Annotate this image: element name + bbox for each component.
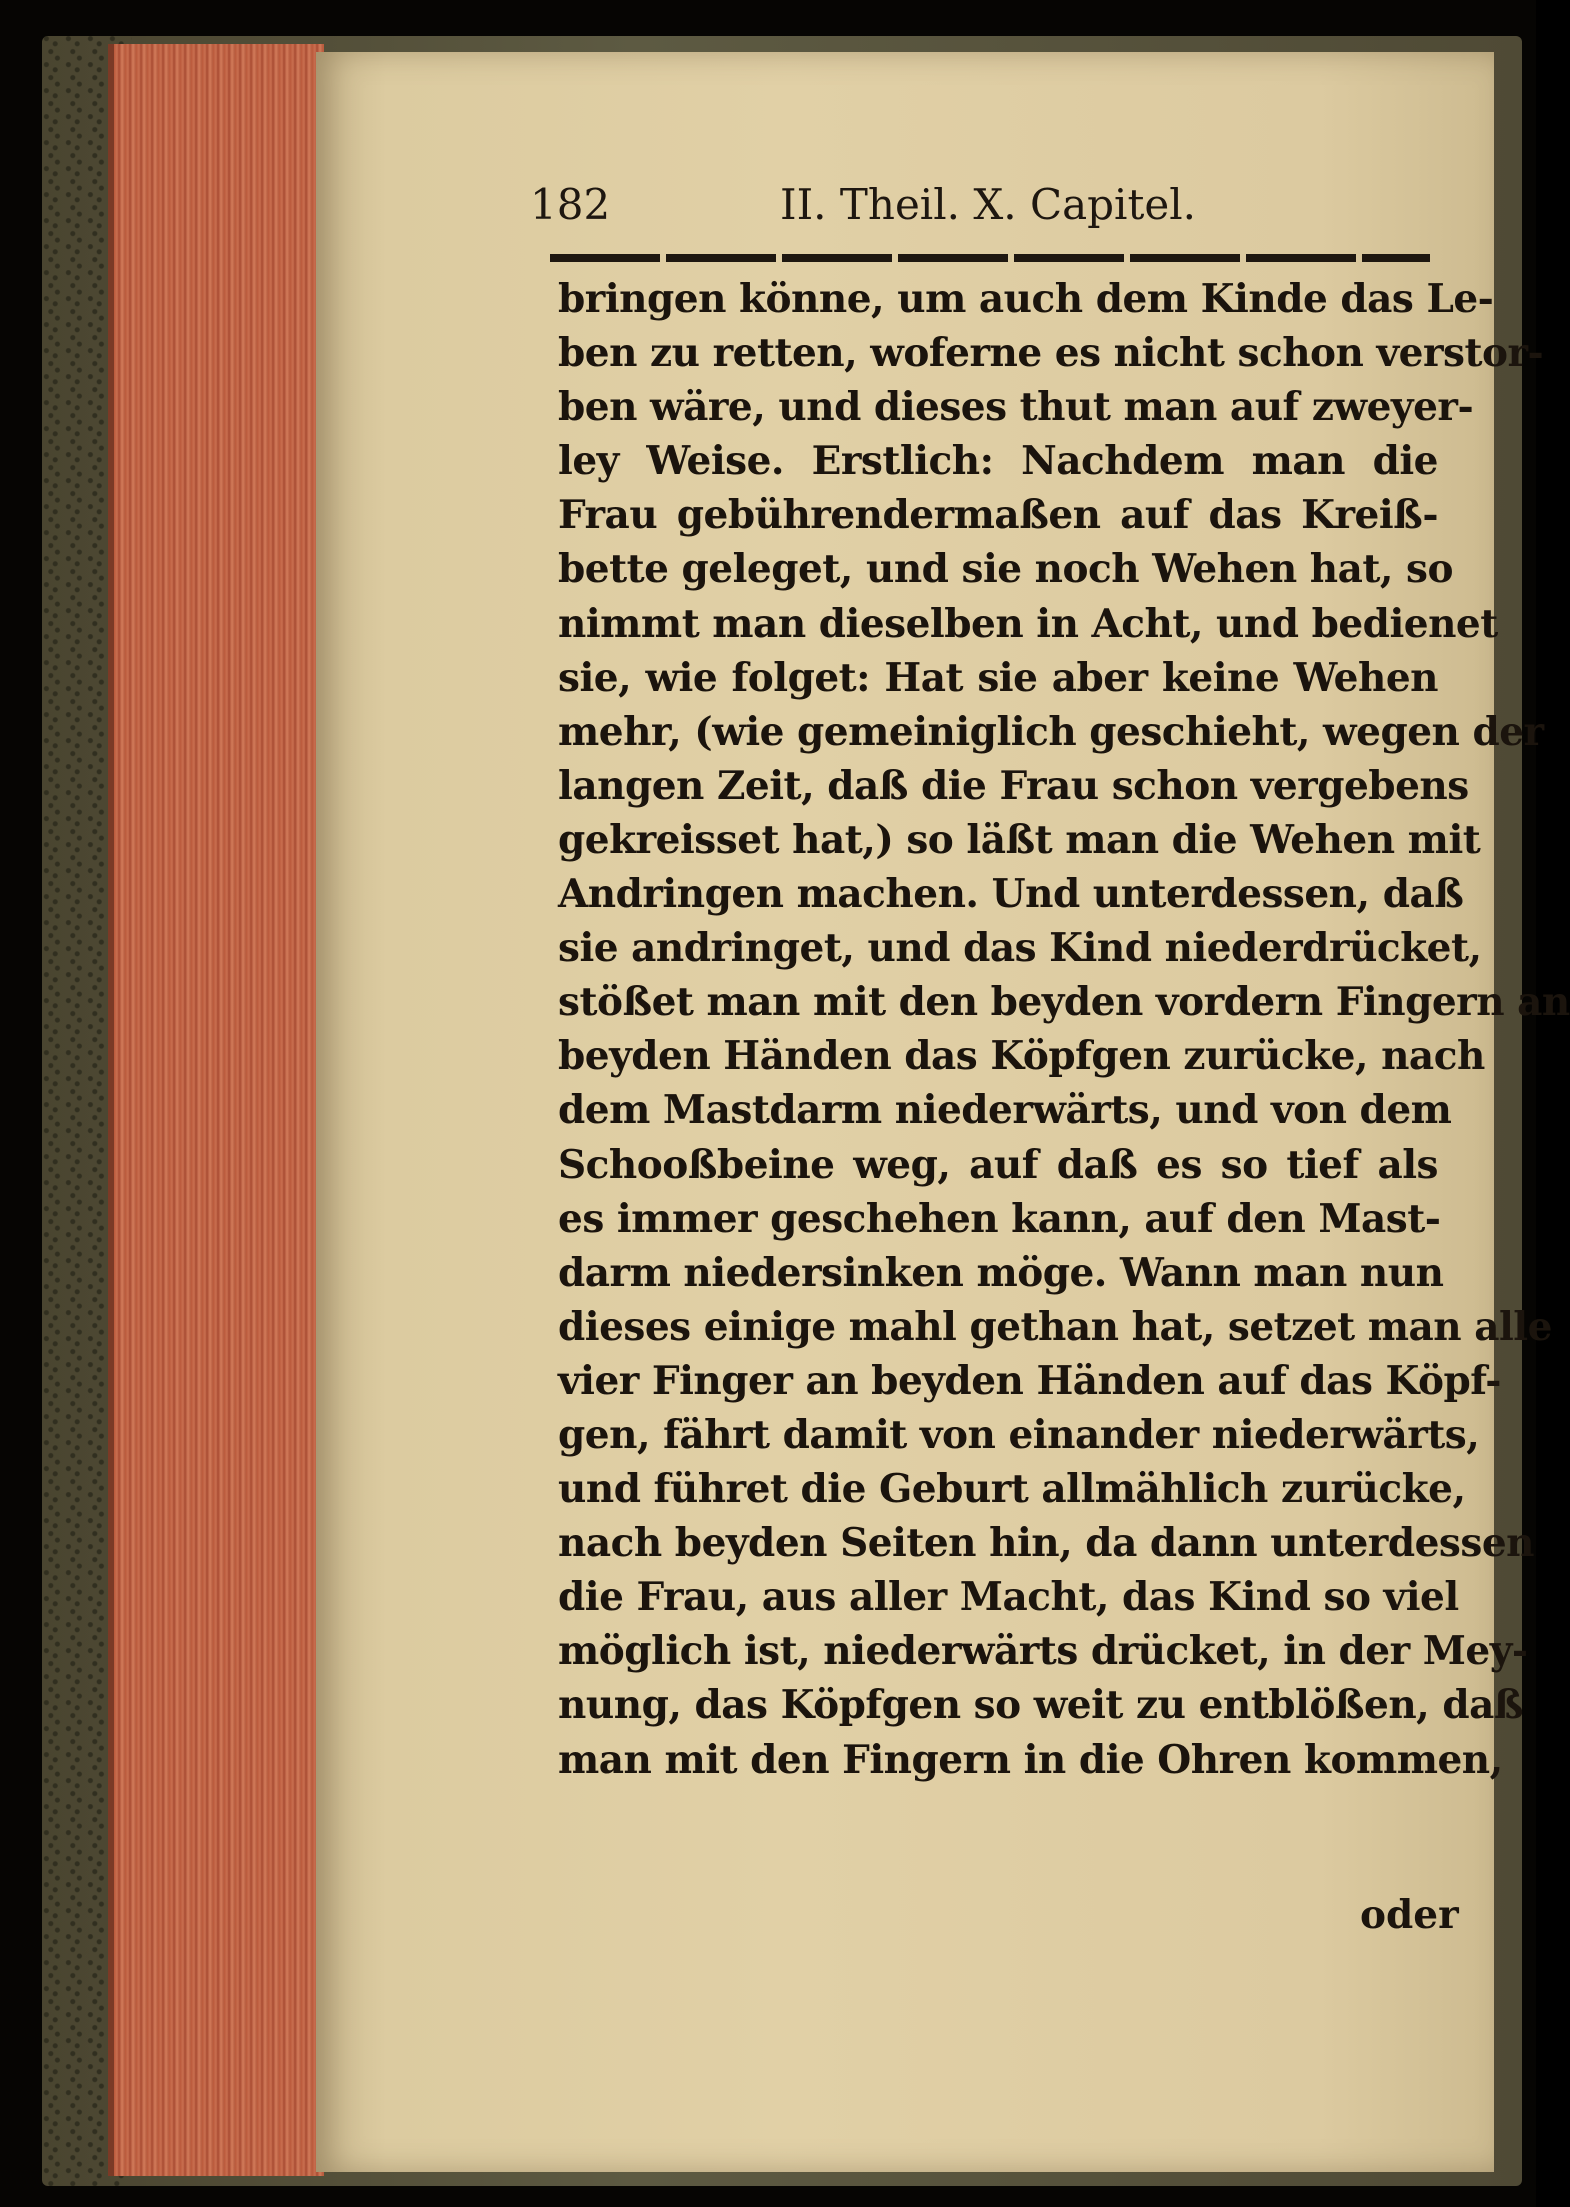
page-number: 182 — [530, 180, 611, 229]
text-line: gekreisset hat,) so läßt man die Wehen mit — [558, 816, 1481, 863]
text-line: stößet man mit den beyden vordern Fingern an — [558, 979, 1570, 1026]
header-rule — [550, 254, 1430, 262]
text-line: Frau gebührendermaßen auf das Kreiß- — [558, 492, 1438, 539]
page-header — [530, 180, 1290, 240]
running-title: II. Theil. X. Capitel. — [780, 180, 1196, 229]
text-line: ben zu retten, woferne es nicht schon verstor- — [558, 330, 1544, 377]
text-line: möglich ist, niederwärts drücket, in der Mey- — [558, 1628, 1528, 1675]
text-line: und führet die Geburt allmählich zurücke, — [558, 1466, 1466, 1513]
text-line: die Frau, aus aller Macht, das Kind so viel — [558, 1574, 1459, 1621]
text-line: dieses einige mahl gethan hat, setzet man alle — [558, 1303, 1552, 1350]
text-line: langen Zeit, daß die Frau schon vergebens — [558, 762, 1469, 809]
text-line: darm niedersinken möge. Wann man nun — [558, 1249, 1444, 1296]
catchword: oder — [1360, 1892, 1459, 1938]
text-line: sie andringet, und das Kind niederdrücket, — [558, 925, 1482, 972]
text-line: nimmt man dieselben in Acht, und bedienet — [558, 600, 1498, 647]
text-line: bringen könne, um auch dem Kinde das Le- — [558, 276, 1494, 322]
text-line: gen, fährt damit von einander niederwärts, — [558, 1411, 1480, 1458]
text-line: ben wäre, und dieses thut man auf zweyer- — [558, 384, 1474, 431]
text-line: dem Mastdarm niederwärts, und von dem — [558, 1087, 1452, 1134]
text-line: Schooßbeine weg, auf daß es so tief als — [558, 1141, 1438, 1188]
body-text — [558, 272, 1570, 1787]
text-line: nung, das Köpfgen so weit zu entblößen, daß — [558, 1682, 1524, 1729]
text-line: beyden Händen das Köpfgen zurücke, nach — [558, 1033, 1485, 1080]
text-line: mehr, (wie gemeiniglich geschieht, wegen der — [558, 708, 1544, 755]
text-line: Andringen machen. Und unterdessen, daß — [558, 871, 1464, 918]
text-line: sie, wie folget: Hat sie aber keine Wehen — [558, 654, 1438, 701]
text-line: bette geleget, und sie noch Wehen hat, so — [558, 546, 1454, 593]
text-line: man mit den Fingern in die Ohren kommen, — [558, 1736, 1503, 1783]
text-line: nach beyden Seiten hin, da dann unterdessen — [558, 1520, 1534, 1567]
text-line: vier Finger an beyden Händen auf das Köpf- — [558, 1357, 1501, 1404]
page-edges — [108, 44, 324, 2176]
text-line: ley Weise. Erstlich: Nachdem man die — [558, 438, 1438, 485]
text-line: es immer geschehen kann, auf den Mast- — [558, 1195, 1441, 1242]
